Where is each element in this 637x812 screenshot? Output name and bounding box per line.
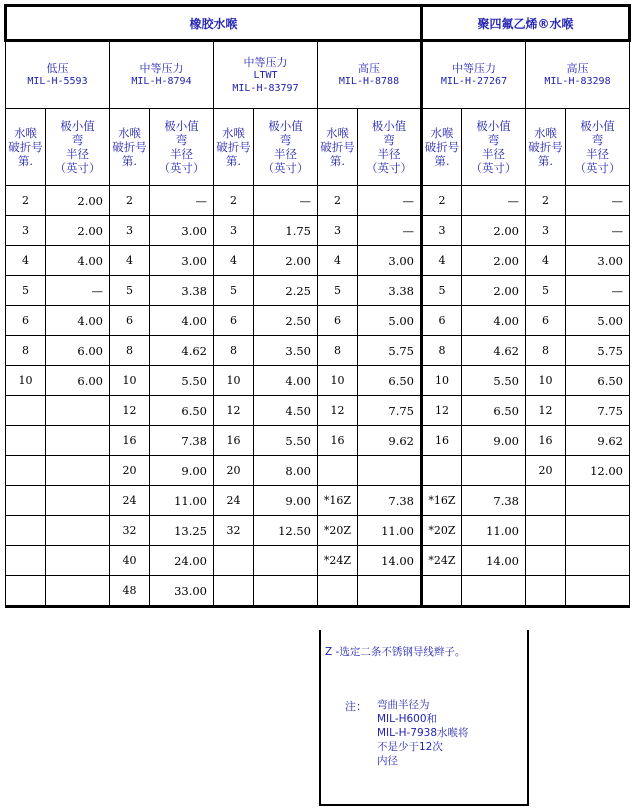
dash-number-cell — [6, 396, 46, 426]
dash-number-cell: 2 — [422, 186, 462, 216]
dash-number-cell: 10 — [6, 366, 46, 396]
header-line: 弯 — [591, 133, 604, 147]
bend-radius-cell — [46, 486, 110, 516]
table-row — [6, 276, 630, 306]
dash-number-header — [6, 109, 46, 186]
header-line: （英寸） — [262, 161, 309, 175]
z-footnote: Z -选定二条不锈钢导线辫子。 — [325, 646, 466, 658]
min-bend-radius-header — [358, 109, 422, 186]
dash-number-cell: 2 — [214, 186, 254, 216]
note-line: 弯曲半径为 — [377, 699, 430, 711]
header-line: 水喉 — [534, 126, 557, 140]
header-line: 水喉 — [326, 126, 349, 140]
dash-number-cell: 8 — [318, 336, 358, 366]
dash-number-cell — [6, 486, 46, 516]
header-line: 弯 — [279, 133, 292, 147]
dash-number-cell — [526, 516, 566, 546]
table-row — [6, 456, 630, 486]
bend-radius-cell — [462, 576, 526, 607]
bend-radius-cell: 5.50 — [462, 366, 526, 396]
dash-number-cell: *24Z — [422, 546, 462, 576]
dash-number-cell: 20 — [214, 456, 254, 486]
bend-radius-cell: 3.38 — [358, 276, 422, 306]
min-bend-radius-header — [254, 109, 318, 186]
bend-radius-cell: — — [566, 216, 630, 246]
dash-number-cell — [214, 546, 254, 576]
bend-radius-cell — [46, 576, 110, 607]
header-line: 破折号 — [216, 140, 251, 154]
bend-radius-cell: 4.00 — [254, 366, 318, 396]
note-text — [377, 698, 469, 768]
bend-radius-cell: — — [566, 276, 630, 306]
section-standard: MIL-H-8794 — [131, 76, 192, 87]
dash-number-cell: 16 — [318, 426, 358, 456]
bend-radius-cell: — — [566, 186, 630, 216]
bend-radius-cell: 5.00 — [358, 306, 422, 336]
bend-radius-cell: 5.50 — [254, 426, 318, 456]
table-row — [6, 426, 630, 456]
bend-radius-cell: 11.00 — [150, 486, 214, 516]
bend-radius-cell: 3.50 — [254, 336, 318, 366]
header-line: 半径 — [586, 147, 609, 161]
header-line: 极小值 — [60, 119, 95, 133]
bend-radius-cell: 12.00 — [566, 456, 630, 486]
bend-radius-cell: 6.50 — [462, 396, 526, 426]
header-line: （英寸） — [366, 161, 412, 175]
table-row — [6, 306, 630, 336]
dash-number-cell: 6 — [318, 306, 358, 336]
dash-number-cell: *16Z — [422, 486, 462, 516]
dash-number-header — [318, 109, 358, 186]
bend-radius-cell: 2.25 — [254, 276, 318, 306]
bend-radius-cell — [46, 546, 110, 576]
dash-number-cell: 12 — [422, 396, 462, 426]
dash-number-cell: 4 — [6, 246, 46, 276]
bend-radius-cell: 6.00 — [46, 336, 110, 366]
bend-radius-cell: 2.00 — [462, 246, 526, 276]
bend-radius-cell: 5.75 — [358, 336, 422, 366]
dash-number-cell: *20Z — [422, 516, 462, 546]
bend-radius-cell: 4.50 — [254, 396, 318, 426]
dash-number-cell: 8 — [526, 336, 566, 366]
dash-number-cell: 2 — [6, 186, 46, 216]
section-pressure: 中等压力 — [452, 62, 496, 75]
bend-radius-cell — [462, 456, 526, 486]
dash-number-cell: 10 — [526, 366, 566, 396]
dash-number-cell — [6, 456, 46, 486]
bend-radius-cell: — — [462, 186, 526, 216]
bend-radius-cell: 14.00 — [462, 546, 526, 576]
dash-number-cell: 32 — [110, 516, 150, 546]
bend-radius-cell: 4.00 — [150, 306, 214, 336]
bend-radius-cell: 5.50 — [150, 366, 214, 396]
bend-radius-cell: 6.50 — [358, 366, 422, 396]
bend-radius-cell: 7.75 — [358, 396, 422, 426]
section-header — [214, 41, 318, 109]
dash-number-cell: 3 — [110, 216, 150, 246]
dash-number-header — [214, 109, 254, 186]
section-standard: MIL-H-27267 — [440, 76, 508, 87]
dash-number-cell: *24Z — [318, 546, 358, 576]
bend-radius-cell — [358, 576, 422, 607]
dash-number-cell: 8 — [422, 336, 462, 366]
dash-number-cell: 2 — [526, 186, 566, 216]
bend-radius-cell: 2.00 — [46, 186, 110, 216]
section-standard: MIL-H-83797 — [232, 82, 299, 94]
header-line: （英寸） — [574, 161, 621, 175]
section-pressure: 高压 — [358, 62, 380, 75]
header-line: 破折号 — [424, 140, 460, 154]
header-line: 水喉 — [222, 126, 245, 140]
dash-number-cell: 5 — [526, 276, 566, 306]
bend-radius-cell: 4.00 — [462, 306, 526, 336]
header-line: （英寸） — [54, 161, 101, 175]
table-row — [6, 246, 630, 276]
dash-number-cell: 32 — [214, 516, 254, 546]
header-line: 弯 — [71, 133, 84, 147]
bend-radius-cell: 4.00 — [46, 246, 110, 276]
bend-radius-cell: 9.00 — [254, 486, 318, 516]
dash-number-cell — [6, 576, 46, 607]
note-line: 不是少于12次 — [377, 741, 443, 753]
dash-number-cell: 12 — [110, 396, 150, 426]
bend-radius-cell — [46, 456, 110, 486]
dash-number-cell: 10 — [318, 366, 358, 396]
section-pressure: 中等压力 — [139, 62, 184, 75]
header-line: 第. — [434, 154, 450, 168]
header-line: 极小值 — [164, 119, 199, 133]
bend-radius-cell: 8.00 — [254, 456, 318, 486]
min-bend-radius-header — [566, 109, 630, 186]
dash-number-cell: 12 — [214, 396, 254, 426]
section-header — [6, 41, 110, 109]
header-line: 第. — [225, 154, 242, 168]
dash-number-cell — [422, 576, 462, 607]
bend-radius-cell — [46, 426, 110, 456]
bend-radius-cell: 3.00 — [566, 246, 630, 276]
section-header — [318, 41, 422, 109]
bend-radius-table — [4, 4, 631, 608]
bend-radius-cell: 3.00 — [150, 216, 214, 246]
dash-number-cell: 5 — [422, 276, 462, 306]
dash-number-cell: 10 — [422, 366, 462, 396]
dash-number-cell: 10 — [214, 366, 254, 396]
header-line: 极小值 — [268, 119, 303, 133]
dash-number-cell — [6, 546, 46, 576]
table-row — [6, 516, 630, 546]
header-line: 弯 — [175, 133, 188, 147]
dash-number-cell — [526, 546, 566, 576]
header-line: 弯 — [383, 133, 395, 147]
min-bend-radius-header — [150, 109, 214, 186]
dash-number-cell: 3 — [318, 216, 358, 246]
bend-radius-cell — [358, 456, 422, 486]
bend-radius-cell: 7.38 — [358, 486, 422, 516]
dash-number-cell: 12 — [526, 396, 566, 426]
dash-number-cell — [526, 486, 566, 516]
table-row — [6, 336, 630, 366]
footnote-box — [319, 630, 529, 806]
dash-number-cell: 40 — [110, 546, 150, 576]
header-line: 水喉 — [14, 126, 37, 140]
dash-number-cell: 5 — [318, 276, 358, 306]
header-line: 破折号 — [8, 140, 43, 154]
bend-radius-cell: 3.00 — [150, 246, 214, 276]
min-bend-radius-header — [46, 109, 110, 186]
dash-number-header — [110, 109, 150, 186]
dash-number-cell: 4 — [110, 246, 150, 276]
header-line: 破折号 — [320, 140, 355, 154]
bend-radius-cell: — — [358, 216, 422, 246]
header-line: 第. — [17, 154, 34, 168]
dash-number-cell: 6 — [6, 306, 46, 336]
dash-number-cell: 8 — [214, 336, 254, 366]
dash-number-cell — [318, 456, 358, 486]
bend-radius-cell: 14.00 — [358, 546, 422, 576]
dash-number-cell: 6 — [526, 306, 566, 336]
section-standard: MIL-H-83298 — [544, 76, 611, 87]
header-line: 半径 — [482, 147, 505, 161]
header-line: （英寸） — [158, 161, 205, 175]
section-extra: LTWT — [253, 69, 278, 81]
section-header — [422, 41, 526, 109]
rubber-hose-group-header: 橡胶水喉 — [6, 6, 422, 41]
section-pressure: 低压 — [46, 62, 69, 75]
bend-radius-cell: 2.00 — [254, 246, 318, 276]
bend-radius-cell: 4.00 — [46, 306, 110, 336]
section-pressure: 高压 — [566, 62, 589, 75]
dash-number-cell — [318, 576, 358, 607]
dash-number-cell: 16 — [110, 426, 150, 456]
bend-radius-cell: 9.00 — [462, 426, 526, 456]
bend-radius-cell: 12.50 — [254, 516, 318, 546]
bend-radius-cell: 2.50 — [254, 306, 318, 336]
bend-radius-cell — [46, 396, 110, 426]
dash-number-cell: 48 — [110, 576, 150, 607]
dash-number-cell: 8 — [6, 336, 46, 366]
bend-radius-cell: 2.00 — [46, 216, 110, 246]
dash-number-cell: 6 — [110, 306, 150, 336]
bend-radius-cell: 11.00 — [358, 516, 422, 546]
bend-radius-cell — [566, 486, 630, 516]
bend-radius-cell: 7.75 — [566, 396, 630, 426]
table-row — [6, 366, 630, 396]
table-row — [6, 546, 630, 576]
dash-number-cell: 20 — [110, 456, 150, 486]
header-line: 半径 — [170, 147, 193, 161]
table-row — [6, 396, 630, 426]
dash-number-cell: 16 — [214, 426, 254, 456]
bend-radius-cell: 24.00 — [150, 546, 214, 576]
bend-radius-cell — [566, 516, 630, 546]
note-line: MIL-H600和 — [377, 713, 438, 725]
note-line: 内径 — [377, 755, 398, 767]
header-line: 极小值 — [580, 119, 615, 133]
dash-number-cell: 5 — [110, 276, 150, 306]
dash-number-cell — [6, 516, 46, 546]
bend-radius-cell — [566, 546, 630, 576]
note-line: MIL-H-7938水喉将 — [377, 727, 469, 739]
min-bend-radius-header — [462, 109, 526, 186]
bend-radius-cell: 6.50 — [566, 366, 630, 396]
bend-radius-cell: — — [46, 276, 110, 306]
dash-number-cell: 4 — [214, 246, 254, 276]
bend-radius-cell: 4.62 — [462, 336, 526, 366]
dash-number-cell: 20 — [526, 456, 566, 486]
bend-radius-cell: 5.75 — [566, 336, 630, 366]
bend-radius-cell: 9.62 — [566, 426, 630, 456]
bend-radius-cell: — — [150, 186, 214, 216]
header-line: 半径 — [274, 147, 297, 161]
dash-number-cell — [422, 456, 462, 486]
bend-radius-cell: 2.00 — [462, 276, 526, 306]
bend-radius-cell: 33.00 — [150, 576, 214, 607]
bend-radius-cell: — — [254, 186, 318, 216]
bend-radius-cell — [254, 546, 318, 576]
dash-number-cell — [526, 576, 566, 607]
dash-number-cell: *20Z — [318, 516, 358, 546]
dash-number-cell: 12 — [318, 396, 358, 426]
dash-number-cell: 4 — [318, 246, 358, 276]
dash-number-cell: 16 — [526, 426, 566, 456]
dash-number-cell: 6 — [214, 306, 254, 336]
header-line: 弯 — [487, 133, 500, 147]
dash-number-cell: 10 — [110, 366, 150, 396]
table-row — [6, 576, 630, 607]
bend-radius-cell: 3.38 — [150, 276, 214, 306]
bend-radius-cell — [566, 576, 630, 607]
bend-radius-cell: 4.62 — [150, 336, 214, 366]
dash-number-cell: 3 — [214, 216, 254, 246]
table-row — [6, 216, 630, 246]
dash-number-cell: 3 — [422, 216, 462, 246]
dash-number-cell: 3 — [526, 216, 566, 246]
table-row — [6, 186, 630, 216]
dash-number-cell: 6 — [422, 306, 462, 336]
bend-radius-cell: 2.00 — [462, 216, 526, 246]
dash-number-cell: 2 — [110, 186, 150, 216]
header-line: 第. — [121, 154, 138, 168]
dash-number-cell: 24 — [110, 486, 150, 516]
header-line: 破折号 — [112, 140, 147, 154]
header-line: 水喉 — [430, 126, 454, 140]
header-line: 极小值 — [371, 119, 407, 133]
header-line: 极小值 — [476, 119, 511, 133]
bend-radius-cell: 7.38 — [150, 426, 214, 456]
bend-radius-cell: 5.00 — [566, 306, 630, 336]
section-header — [526, 41, 630, 109]
section-header — [110, 41, 214, 109]
bend-radius-cell: 3.00 — [358, 246, 422, 276]
dash-number-cell: *16Z — [318, 486, 358, 516]
dash-number-cell: 2 — [318, 186, 358, 216]
bend-radius-cell: — — [358, 186, 422, 216]
header-line: （英寸） — [470, 161, 517, 175]
ptfe-hose-group-header: 聚四氟乙烯®水喉 — [422, 6, 630, 41]
section-standard: MIL-H-8788 — [338, 76, 400, 87]
bend-radius-cell: 6.50 — [150, 396, 214, 426]
bend-radius-cell — [46, 516, 110, 546]
dash-number-cell: 3 — [6, 216, 46, 246]
header-line: 半径 — [377, 147, 401, 161]
dash-number-cell — [214, 576, 254, 607]
dash-number-cell: 5 — [214, 276, 254, 306]
dash-number-cell: 4 — [422, 246, 462, 276]
note-label: 注： — [345, 700, 367, 713]
dash-number-cell: 16 — [422, 426, 462, 456]
header-line: 第. — [537, 154, 554, 168]
bend-radius-cell: 7.38 — [462, 486, 526, 516]
dash-number-header — [526, 109, 566, 186]
dash-number-cell: 8 — [110, 336, 150, 366]
dash-number-cell: 24 — [214, 486, 254, 516]
bend-radius-cell — [254, 576, 318, 607]
dash-number-header — [422, 109, 462, 186]
section-standard: MIL-H-5593 — [27, 76, 88, 87]
header-line: 第. — [329, 154, 346, 168]
bend-radius-cell: 9.00 — [150, 456, 214, 486]
dash-number-cell: 5 — [6, 276, 46, 306]
bend-radius-cell: 9.62 — [358, 426, 422, 456]
bend-radius-cell: 6.00 — [46, 366, 110, 396]
header-line: 半径 — [66, 147, 89, 161]
section-pressure: 中等压力 — [243, 55, 288, 69]
bend-radius-cell: 1.75 — [254, 216, 318, 246]
header-line: 破折号 — [528, 140, 563, 154]
dash-number-cell: 4 — [526, 246, 566, 276]
bend-radius-cell: 13.25 — [150, 516, 214, 546]
header-line: 水喉 — [118, 126, 141, 140]
bend-radius-cell: 11.00 — [462, 516, 526, 546]
dash-number-cell — [6, 426, 46, 456]
table-row — [6, 486, 630, 516]
